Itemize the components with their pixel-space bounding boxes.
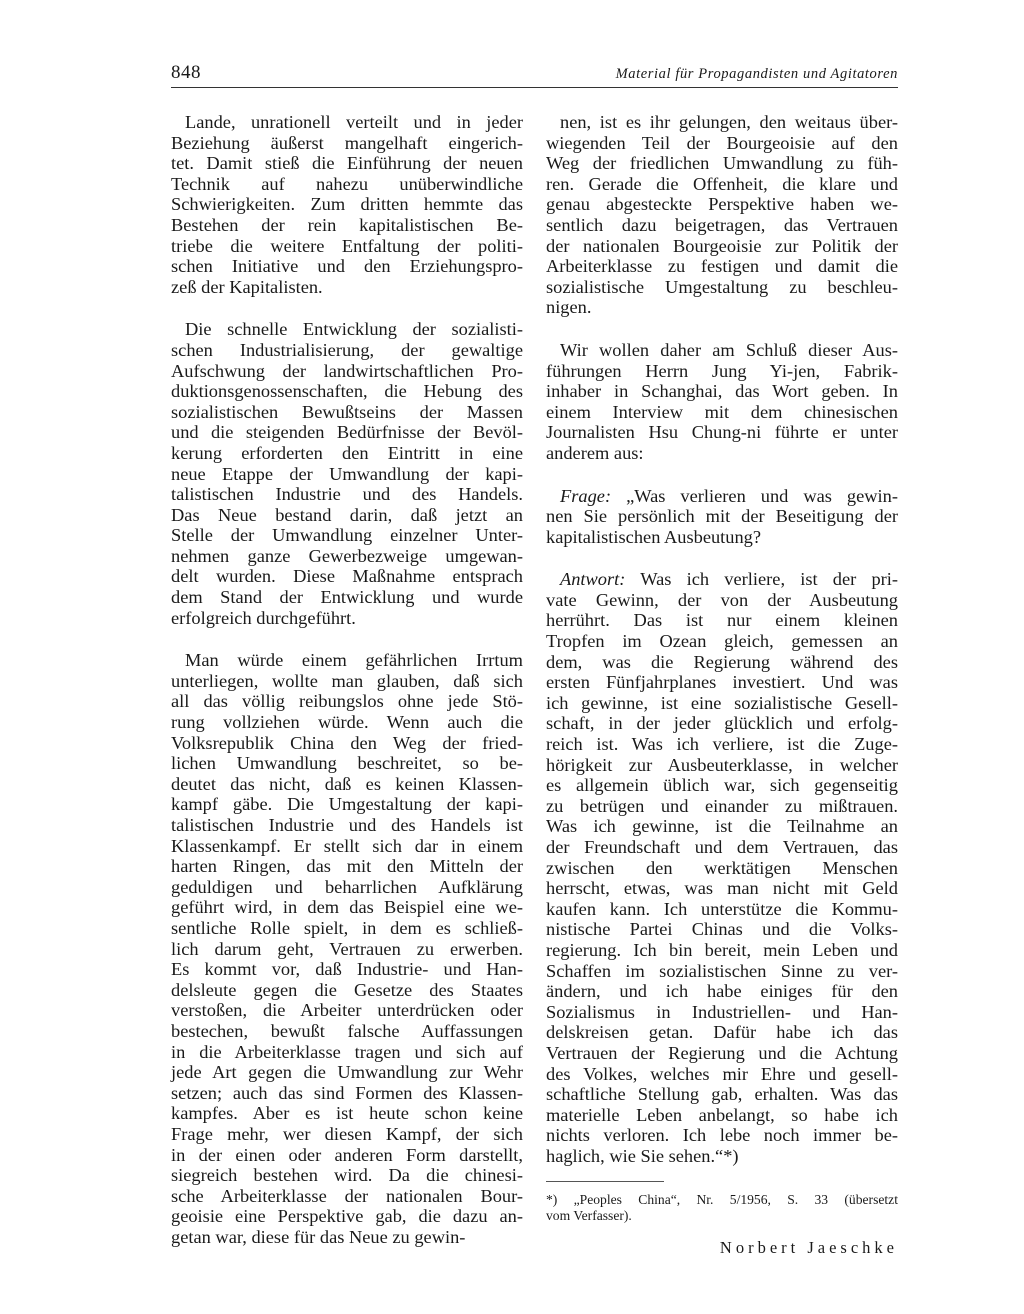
line-text: jede Art gegen die Umwandlung zur Wehr — [171, 1062, 523, 1083]
text-line — [546, 277, 898, 298]
line-text: Vertrauen der Regierung und die Achtung — [546, 1042, 898, 1063]
text-line — [546, 402, 898, 423]
text-line — [546, 236, 898, 257]
text-line — [171, 587, 523, 608]
left-column — [171, 112, 523, 1247]
line-text: schen Initiative und den Erziehungspro- — [171, 256, 523, 277]
line-text: Schaffen im sozialistischen Sinne zu ver- — [546, 960, 898, 981]
line-text: Lande, unrationell verteilt und in jeder — [185, 112, 523, 132]
line-text: delt wurden. Diese Maßnahme entsprach — [171, 566, 523, 587]
line-text: sozialistischen Bewußtseins der Massen — [171, 401, 523, 422]
line-text: einem Interview mit dem chinesischen — [546, 401, 898, 422]
line-text: delsleute gegen die Gesetze des Staates — [171, 979, 523, 1000]
line-text: in die Arbeiterklasse tragen und sich auf — [171, 1041, 523, 1062]
text-line — [171, 1186, 523, 1207]
text-line — [171, 650, 523, 671]
line-text: sentlich dazu beigetragen, das Vertrauen — [546, 214, 898, 235]
text-line — [171, 691, 523, 712]
line-text: materielle Leben anbelangt, so habe ich — [546, 1104, 898, 1125]
line-text: sozialistische Umgestaltung zu beschleu- — [546, 276, 898, 297]
author-signature: Norbert Jaeschke — [719, 1237, 898, 1257]
line-text: harten Ringen, das mit den Mitteln der — [171, 856, 523, 877]
line-text: Das Neue bestand darin, daß jetzt an — [171, 504, 523, 525]
text-line — [546, 961, 898, 982]
text-line — [171, 939, 523, 960]
line-text: genau abgesteckte Perspektive haben we- — [546, 194, 898, 215]
line-text: ersten Fünfjahrplanes investiert. Und was — [546, 672, 898, 693]
line-text: Weg der friedlichen Umwandlung zu füh- — [546, 153, 898, 174]
line-text: der nationalen Bourgeoisie zur Politik der — [546, 235, 898, 256]
line-text: kerung erforderten den Eintritt in eine — [171, 442, 523, 463]
interview-label: Antwort: — [560, 569, 626, 590]
line-text: Klassenkampf. Er stellt sich dar in einem — [171, 835, 523, 856]
line-text: all das völlig reibungslos ohne jede Stö- — [171, 691, 523, 712]
line-text: zeß der Kapitalisten. — [171, 276, 323, 297]
text-line — [171, 566, 523, 587]
text-line — [171, 1124, 523, 1145]
line-text: Tropfen im Ozean gleich, gemessen an — [546, 631, 898, 652]
line-text: regierung. Ich bin bereit, mein Leben und — [546, 939, 898, 960]
line-text: nehmen ganze Gewerbezweige umgewan- — [171, 545, 523, 566]
line-text: Technik auf nahezu unüberwindliche — [171, 173, 523, 194]
text-line — [171, 1145, 523, 1166]
line-text: „Was verlieren und was gewin- — [611, 485, 898, 506]
line-text: nigen. — [546, 297, 592, 318]
line-text: anderem aus: — [546, 442, 644, 463]
text-line — [171, 815, 523, 836]
text-line — [546, 569, 898, 590]
line-text: wiegenden Teil der Bourgeoisie auf den — [546, 132, 898, 153]
line-text: triebe die weitere Entfaltung der politi- — [171, 235, 523, 256]
paragraph — [546, 340, 898, 464]
text-line — [546, 919, 898, 940]
line-text: schen Industrialisierung, der gewaltige — [171, 339, 523, 360]
text-line — [171, 464, 523, 485]
line-text: in der einen oder anderen Form darstellt, — [171, 1144, 523, 1165]
text-line — [171, 381, 523, 402]
text-line — [546, 631, 898, 652]
line-text: Arbeiterklasse zu festigen und damit die — [546, 256, 898, 277]
line-text: Volksrepublik China den Weg der fried- — [171, 732, 523, 753]
text-line — [171, 856, 523, 877]
text-line — [546, 1022, 898, 1043]
text-line — [171, 236, 523, 257]
text-line — [546, 1125, 898, 1146]
text-line — [171, 256, 523, 277]
line-text: dem Stand der Entwicklung und wurde — [171, 587, 523, 608]
text-line — [171, 794, 523, 815]
text-line — [171, 525, 523, 546]
paragraph — [171, 112, 523, 297]
text-line — [546, 1043, 898, 1064]
line-text: geoisie eine Perspektive gab, die dazu an- — [171, 1206, 523, 1227]
line-text: schaftliche Stellung gab, erhalten. Was das — [546, 1084, 898, 1105]
text-line — [546, 153, 898, 174]
text-line — [546, 1002, 898, 1023]
text-line — [171, 133, 523, 154]
text-line — [171, 836, 523, 857]
footnote-line: *) „Peoples China“, Nr. 5/1956, S. 33 (übersetzt — [546, 1191, 898, 1207]
right-column — [546, 112, 898, 1258]
text-line — [171, 1227, 523, 1248]
line-text: talistischen Industrie und des Handels. — [171, 484, 523, 505]
line-text: lichen Umwandlung beschreitet, so be- — [171, 753, 523, 774]
footnote-rule — [546, 1181, 664, 1182]
line-text: vate Gewinn, der von der Ausbeutung — [546, 589, 898, 610]
page-number: 848 — [171, 62, 201, 83]
text-line — [546, 755, 898, 776]
text-line — [171, 422, 523, 443]
line-text: duktionsgenossenschaften, die Hebung des — [171, 381, 523, 402]
line-text: sche Arbeiterklasse der nationalen Bour- — [171, 1185, 523, 1206]
text-line — [546, 981, 898, 1002]
text-line — [171, 546, 523, 567]
text-line — [546, 506, 898, 527]
text-line — [546, 693, 898, 714]
line-text: neue Etappe der Umwandlung der kapi- — [171, 463, 523, 484]
text-line — [171, 340, 523, 361]
line-text: geführt wird, in dem das Beispiel eine we- — [171, 897, 523, 918]
text-line — [546, 1064, 898, 1085]
text-line — [546, 112, 898, 133]
text-line — [171, 1062, 523, 1083]
line-text: nistische Partei Chinas und die Volks- — [546, 919, 898, 940]
line-text: es allgemein üblich war, sich gegenseitig — [546, 775, 898, 796]
text-line — [546, 672, 898, 693]
line-text: nichts verloren. Ich lebe noch immer be- — [546, 1125, 898, 1146]
text-line — [546, 1146, 898, 1167]
paragraph — [546, 112, 898, 318]
text-line — [546, 422, 898, 443]
line-text: Bestehen der rein kapitalistischen Be- — [171, 214, 523, 235]
text-line — [546, 816, 898, 837]
line-text: zwischen den werktätigen Menschen — [546, 857, 898, 878]
text-line — [171, 484, 523, 505]
text-line — [546, 443, 898, 464]
paragraph — [546, 569, 898, 1166]
text-line — [171, 918, 523, 939]
text-line — [171, 277, 523, 298]
line-text: Beziehung äußerst mangelhaft eingerich- — [171, 132, 523, 153]
paragraph — [171, 319, 523, 628]
text-line — [546, 775, 898, 796]
line-text: rung vollziehen würde. Wenn auch die — [171, 712, 523, 733]
text-line — [546, 713, 898, 734]
line-text: Schwierigkeiten. Zum dritten hemmte das — [171, 194, 523, 215]
text-line — [171, 112, 523, 133]
text-line — [546, 381, 898, 402]
text-line — [546, 527, 898, 548]
text-line — [171, 194, 523, 215]
text-line — [171, 980, 523, 1001]
text-line — [546, 297, 898, 318]
line-text: Wir wollen daher am Schluß dieser Aus- — [560, 339, 898, 360]
line-text: kampfes. Aber es ist heute schon keine — [171, 1103, 523, 1124]
line-text: nen Sie persönlich mit der Beseitigung der — [546, 506, 898, 527]
text-line — [546, 734, 898, 755]
line-text: erfolgreich durchgeführt. — [171, 607, 356, 628]
line-text: kapitalistischen Ausbeutung? — [546, 526, 762, 547]
text-line — [546, 215, 898, 236]
text-line — [171, 1103, 523, 1124]
text-line — [546, 133, 898, 154]
line-text: und die steigenden Bedürfnisse der Bevöl- — [171, 422, 523, 443]
line-text: setzen; auch das sind Formen des Klassen- — [171, 1082, 523, 1103]
line-text: dem, was die Regierung während des — [546, 651, 898, 672]
text-line — [546, 858, 898, 879]
running-head: Material für Propagandisten und Agitatoren — [615, 66, 898, 82]
line-text: Was ich gewinne, ist die Teilnahme an — [546, 816, 898, 837]
interview-label: Frage: — [560, 485, 612, 506]
line-text: siegreich bestehen wird. Da die chinesi- — [171, 1165, 523, 1186]
text-line — [171, 402, 523, 423]
text-line — [171, 361, 523, 382]
text-line — [546, 590, 898, 611]
line-text: nen, ist es ihr gelungen, den weitaus über- — [560, 112, 898, 132]
line-text: Frage mehr, wer diesen Kampf, der sich — [171, 1123, 523, 1144]
text-line — [171, 712, 523, 733]
line-text: ren. Gerade die Offenheit, die klare und — [546, 173, 898, 194]
text-line — [171, 1083, 523, 1104]
line-text: herrührt. Das ist nur einem kleinen — [546, 610, 898, 631]
line-text: delskreisen getan. Dafür habe ich das — [546, 1022, 898, 1043]
footnote-line: vom Verfasser). — [546, 1207, 632, 1223]
text-line — [546, 194, 898, 215]
header-rule — [171, 87, 898, 88]
text-line — [546, 340, 898, 361]
text-line — [546, 796, 898, 817]
line-text: haglich, wie Sie sehen.“*) — [546, 1145, 739, 1166]
text-line — [171, 877, 523, 898]
line-text: talistischen Industrie und des Handels ist — [171, 815, 523, 835]
line-text: des Volkes, welches mir Ehre und gesell- — [546, 1063, 898, 1084]
line-text: reich ist. Was ich verliere, ist die Zuge- — [546, 734, 898, 755]
text-line — [171, 1042, 523, 1063]
text-line — [171, 753, 523, 774]
text-line — [546, 940, 898, 961]
text-line — [546, 174, 898, 195]
line-text: Aufschwung der landwirtschaftlichen Pro- — [171, 360, 523, 381]
paragraph — [171, 650, 523, 1247]
paragraph — [546, 486, 898, 548]
line-text: verstoßen, die Arbeiter unterdrücken oder — [171, 1000, 523, 1021]
line-text: bestechen, bewußt falsche Auffassungen — [171, 1020, 523, 1041]
text-line — [171, 153, 523, 174]
line-text: Es kommt vor, daß Industrie- und Han- — [171, 959, 523, 980]
line-text: lich darum geht, Vertrauen zu erwerben. — [171, 938, 523, 959]
line-text: ändern, und ich habe einiges für den — [546, 981, 898, 1002]
text-line — [171, 1021, 523, 1042]
text-line — [171, 1206, 523, 1227]
text-line — [546, 837, 898, 858]
line-text: Sozialismus in Industriellen- und Han- — [546, 1001, 898, 1022]
line-text: zu betrügen und einander zu mißtrauen. — [546, 795, 898, 816]
text-line — [171, 215, 523, 236]
line-text: ich gewinne, ist eine sozialistische Gesell- — [546, 692, 898, 713]
line-text: Die schnelle Entwicklung der sozialisti- — [185, 319, 523, 340]
line-text: schaft, in der jeder glücklich und erfolg- — [546, 713, 898, 734]
text-line — [171, 608, 523, 629]
line-text: herrscht, etwas, was man nicht mit Geld — [546, 878, 898, 899]
footnote — [546, 1192, 898, 1224]
line-text: inhaber in Schanghai, das Wort geben. In — [546, 381, 898, 402]
line-text: getan war, diese für das Neue zu gewin- — [171, 1226, 466, 1247]
text-line — [171, 1165, 523, 1186]
line-text: führungen Herrn Jung Yi-jen, Fabrik- — [546, 360, 898, 381]
line-text: unterliegen, wollte man glauben, daß sich — [171, 670, 523, 691]
text-line — [171, 174, 523, 195]
text-line — [546, 256, 898, 277]
text-line — [171, 733, 523, 754]
line-text: tet. Damit stieß die Einführung der neuen — [171, 153, 523, 174]
line-text: kampf gäbe. Die Umgestaltung der kapi- — [171, 794, 523, 815]
text-line — [546, 486, 898, 507]
line-text: sentliche Rolle spielt, in dem es schließ- — [171, 917, 523, 938]
text-line — [171, 671, 523, 692]
text-line — [171, 505, 523, 526]
text-line — [546, 1105, 898, 1126]
text-line — [171, 897, 523, 918]
text-line — [171, 319, 523, 340]
line-text: kaufen kann. Ich unterstütze die Kommu- — [546, 898, 898, 919]
line-text: Man würde einem gefährlichen Irrtum — [185, 650, 523, 671]
text-line — [546, 899, 898, 920]
text-line — [546, 1084, 898, 1105]
line-text: Stelle der Umwandlung einzelner Unter- — [171, 525, 523, 546]
text-line — [546, 610, 898, 631]
text-line — [546, 652, 898, 673]
line-text: Was ich verliere, ist der pri- — [625, 569, 898, 590]
text-line — [171, 1000, 523, 1021]
text-line — [171, 774, 523, 795]
line-text: hörigkeit zur Ausbeuterklasse, in welcher — [546, 754, 898, 775]
text-line — [171, 443, 523, 464]
line-text: der Freundschaft und dem Vertrauen, das — [546, 837, 898, 857]
text-line — [171, 959, 523, 980]
text-line — [546, 361, 898, 382]
text-line — [546, 878, 898, 899]
line-text: Journalisten Hsu Chung-ni führte er unter — [546, 422, 898, 443]
line-text: geduldigen und beharrlichen Aufklärung — [171, 876, 523, 897]
line-text: deutet das nicht, daß es keinen Klassen- — [171, 773, 523, 794]
